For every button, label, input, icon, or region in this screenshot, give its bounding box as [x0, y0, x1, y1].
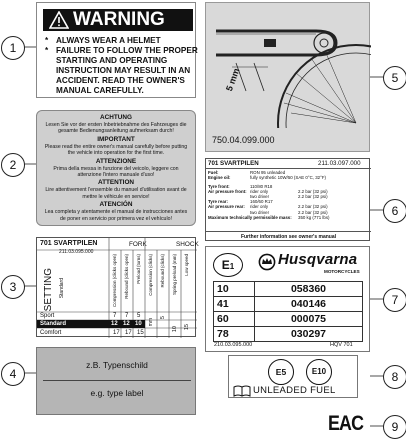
- table-row: 41 040146: [214, 297, 363, 312]
- callout-7: 7: [383, 288, 406, 312]
- noise-code: HQV 701: [330, 342, 353, 348]
- setting-column: Low speed: [184, 254, 189, 276]
- setting-row-sport: Sport 7 7 5: [40, 313, 141, 319]
- fuel-text: UNLEADED FUEL: [253, 385, 336, 396]
- setting-extra: 5: [160, 316, 166, 320]
- noise-label: [205, 246, 370, 352]
- setting-side-label: SETTING: [43, 268, 54, 312]
- caution-title: ATTENZIONE: [95, 157, 137, 165]
- setting-column: Compression (clicks open): [112, 254, 117, 308]
- type-label-line2: e.g. type label: [90, 388, 144, 398]
- warning-label: [36, 2, 196, 98]
- caution-text: Lire attentivement l'ensemble du manuel d'utilisation avant de mettre le véhicule en service!: [45, 187, 187, 200]
- callout-9: 9: [383, 415, 406, 439]
- setting-column: Spring preload (mm): [172, 254, 177, 296]
- setting-unit: mm: [148, 318, 154, 327]
- setting-column: Preload (turns): [136, 254, 141, 284]
- caution-text: Lea completa y atentamente el manual de instrucciones antes de poner en servicio por primera vez el vehículo!: [44, 209, 188, 222]
- setting-column: Rebound (clicks): [160, 254, 165, 288]
- tire-footer: Further information see owner's manual: [206, 231, 371, 242]
- caution-title: ACHTUNG: [100, 114, 132, 121]
- setting-row-standard: Standard 12 12 10: [37, 320, 145, 328]
- wheel-chain-illustration: [206, 3, 371, 128]
- warning-line: * ALWAYS WEAR A HELMET: [45, 36, 161, 45]
- caution-text: Please read the entire owner's manual carefully before putting the vehicle into operation for the first time.: [44, 143, 188, 157]
- callout-3: 3: [1, 275, 25, 299]
- brand-name: Husqvarna: [278, 251, 358, 268]
- setting-part: 211.03.095.000: [59, 249, 94, 255]
- noise-table: [213, 281, 363, 342]
- e5-badge: E5: [268, 359, 294, 385]
- e-mark-icon: E1: [213, 253, 243, 277]
- tire-header: 701 SVARTPILEN 211.03.097.000: [206, 159, 371, 169]
- type-label-divider: [43, 380, 191, 381]
- fork-header: FORK: [129, 241, 147, 248]
- warning-line: ACCIDENT. READ THE OWNER'S: [56, 76, 185, 85]
- tire-body: Fuel: RON 95 unleaded Engine oil: fully synthetic 10W/50 (SAE 0°C, 32°F) Tyre front: 110/80 R18 Air pressure front: rider only 2.2 bar (32 psi) two driver 2.2 bar (32 psi) Tyre rear: 160/60 R17 Air pressure rear: rider only 2.2 bar (32 psi) two driver 2.2 bar (32 psi) Maximum technically permissible mass: 350 kg (771 lbs): [208, 170, 330, 221]
- callout-4: 4: [1, 362, 25, 386]
- manual-book-icon: [233, 385, 251, 397]
- e10-badge: E10: [306, 359, 332, 385]
- warning-line: * FAILURE TO FOLLOW THE PROPER: [45, 46, 198, 55]
- table-row: 78 030297: [214, 327, 363, 342]
- caution-title: ATENCIÓN: [99, 201, 133, 209]
- caution-text: Prima della messa in funzione del veicolo, leggere con attenzione l'intero manuale d'uso!: [53, 165, 179, 179]
- noise-part: 210.03.095.000: [214, 342, 253, 348]
- caution-label: [36, 110, 196, 226]
- setting-side-sub: Standard: [59, 278, 65, 299]
- brand-sub: MOTORCYCLES: [324, 269, 360, 274]
- callout-5: 5: [383, 66, 406, 90]
- warning-triangle-icon: [49, 11, 69, 29]
- shock-header: SHOCK: [176, 241, 199, 248]
- husqvarna-crown-icon: [258, 253, 276, 271]
- setting-label: [36, 237, 199, 337]
- setting-column: Rebound (clicks open): [124, 254, 129, 299]
- callout-8: 8: [383, 365, 406, 389]
- setting-row-comfort: Comfort 17 17 15: [40, 330, 144, 336]
- warning-line: INSTRUCTION MAY RESULT IN AN: [56, 66, 191, 75]
- setting-extra: 15: [184, 324, 190, 331]
- fuel-label: [228, 355, 358, 398]
- chain-label: [205, 2, 370, 152]
- table-row: 60 000075: [214, 312, 363, 327]
- setting-extra: 10: [172, 326, 178, 333]
- caution-text: Lesen Sie vor der ersten Inbetriebnahme des Fahrzeuges die gesamte Bedienungsanleitung aufmerksam durch!: [45, 122, 187, 135]
- caution-title: IMPORTANT: [97, 135, 135, 143]
- tire-info-label: [205, 158, 370, 241]
- callout-1: 1: [1, 36, 25, 60]
- eac-mark: EAC: [328, 412, 364, 435]
- callout-2: 2: [1, 153, 25, 177]
- caution-title: ATTENTION: [97, 179, 135, 187]
- chain-dimension: 5 mm: [224, 66, 242, 93]
- warning-line: STARTING AND OPERATING: [56, 56, 168, 65]
- table-row: 10 058360: [214, 282, 363, 297]
- setting-model: 701 SVARTPILEN: [40, 240, 98, 247]
- callout-6: 6: [383, 199, 406, 223]
- warning-line: MANUAL CAREFULLY.: [56, 86, 144, 95]
- warning-header: [43, 9, 193, 31]
- type-label-line1: z.B. Typenschild: [86, 360, 148, 370]
- setting-column: Compression (clicks): [148, 254, 153, 296]
- warning-title: WARNING: [73, 9, 165, 30]
- type-label: [36, 347, 196, 415]
- chain-part: 750.04.099.000: [212, 135, 275, 145]
